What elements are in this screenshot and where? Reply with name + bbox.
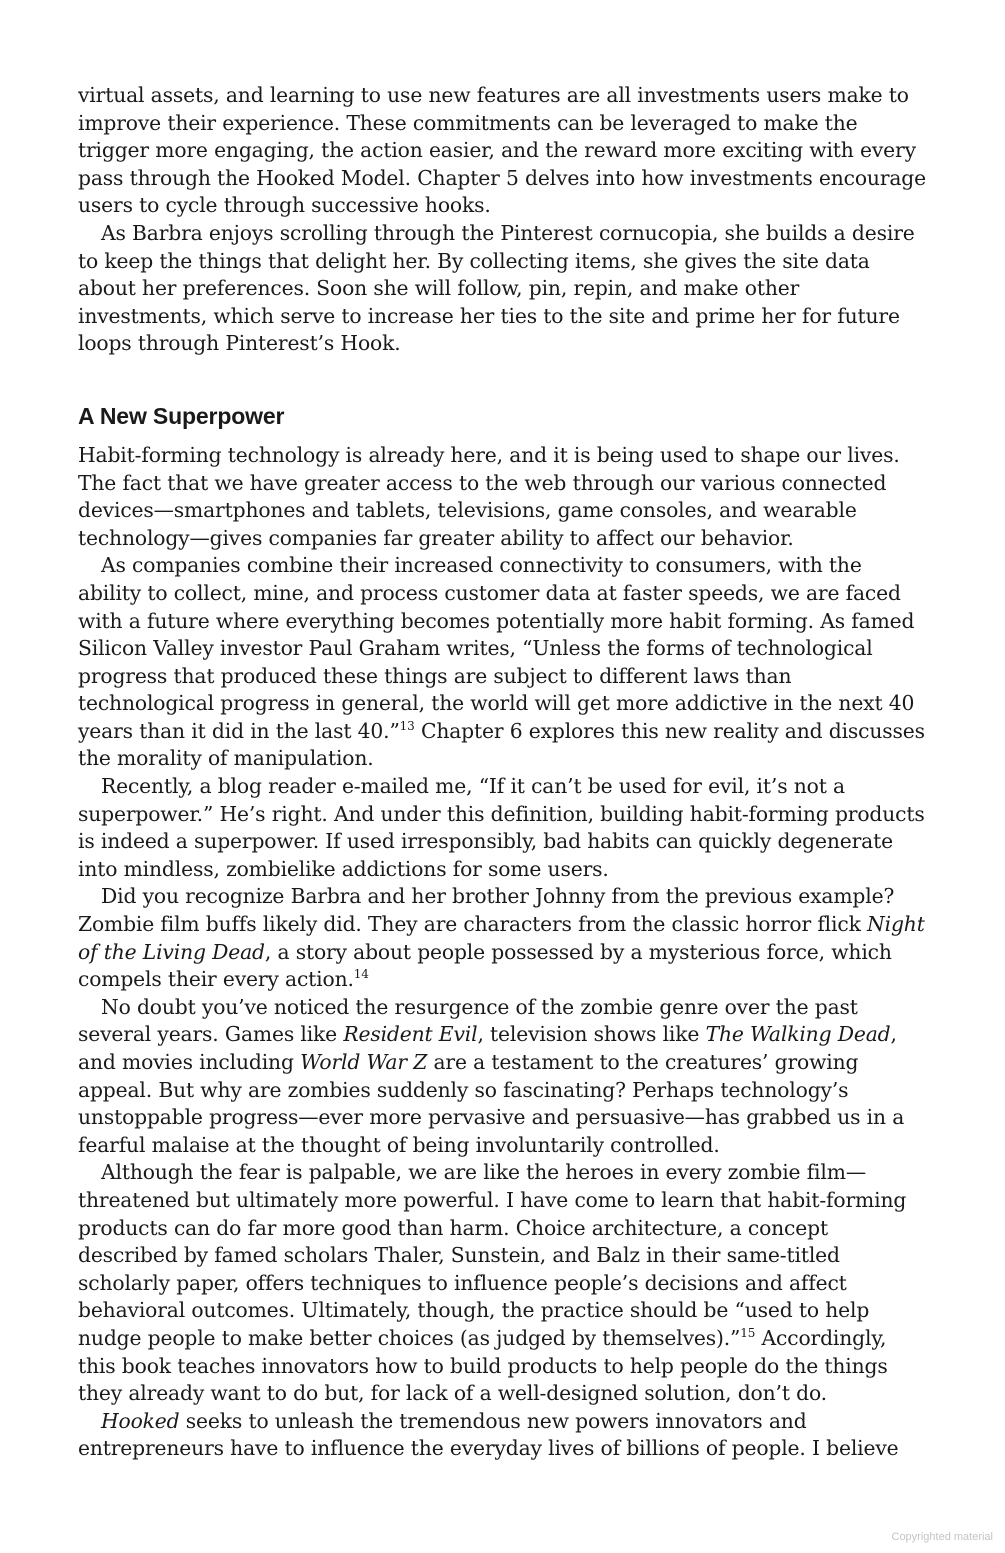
footnote-ref-13: 13	[399, 719, 415, 734]
paragraph-text: Although the fear is palpable, we are like the heroes in every zombie film—threatened but ultimately more powerful. I have come to learn that habit-forming products can do far more good than harm. Choice architecture, a concept described by famed scholars Thaler, Sunstein, and Balz in their same-titled scholarly paper, offers techniques to influence people’s decisions and affect behavioral outcomes. Ultimately, though, the practice should be “used to help nudge people to make better choices (as judged by themselves).”	[78, 1160, 907, 1350]
footnote-ref-14: 14	[353, 967, 369, 982]
paragraph-text: , a story about people possessed by a mysterious force, which compels their every action.	[78, 939, 892, 992]
paragraph-text: , television shows like	[477, 1022, 706, 1047]
section-heading: A New Superpower	[78, 402, 285, 429]
paragraph-text: As companies combine their increased connectivity to consumers, with the ability to collect, mine, and process customer data at faster speeds, we are faced with a future where everything becomes potentially more habit forming. As famed Silicon Valley investor Paul Graham writes, “Unless the forms of technological progress that produced these things are subject to different laws than technological progress in general, the world will get more addictive in the next 40 years than it did in the last 40.”	[78, 553, 915, 743]
page-body	[78, 82, 930, 1463]
footnote-ref-15: 15	[740, 1326, 756, 1341]
paragraph-text: Chapter 6 explores this new reality and discusses the morality of manipulation.	[78, 718, 925, 771]
movie-title: World War Z	[300, 1050, 428, 1074]
show-title: The Walking Dead	[705, 1022, 891, 1047]
paragraph-text: Accordingly, this book teaches innovators how to build products to help people do the things they already want to do but, for lack of a well-designed solution, don’t do.	[78, 1325, 888, 1406]
paragraph-superpower: Recently, a blog reader e-mailed me, “If it can’t be used for evil, it’s not a superpower.” He’s right. And under this definition, building habit-forming products is indeed a superpower. If used irresponsibly, bad habits can quickly degenerate into mindless, zombielike addictions for some users.	[78, 774, 925, 881]
paragraph-intro-1: virtual assets, and learning to use new features are all investments users make to improve their experience. These commitments can be leveraged to make the trigger more engaging, the action easier, and the reward more exciting with every pass through the Hooked Model. Chapter 5 delves into how investments encourage users to cycle through successive hooks.	[78, 83, 926, 218]
paragraph-intro-2: As Barbra enjoys scrolling through the Pinterest cornucopia, she builds a desire to keep the things that delight her. By collecting items, she gives the site data about her preferences. Soon she will follow, pin, repin, and make other investments, which serve to increase her ties to the site and prime her for future loops through Pinterest’s Hook.	[78, 220, 915, 356]
paragraph-text: No doubt you’ve noticed the resurgence of the zombie genre over the past several years. Games like	[78, 994, 858, 1047]
film-title: Night of the Living Dead	[78, 912, 925, 964]
paragraph-hooked	[78, 1408, 930, 1463]
paragraph-text: seeks to unleash the tremendous new powers innovators and entrepreneurs have to influence the everyday lives of billions of people. I believe	[78, 1408, 899, 1461]
paragraph-text: Did you recognize Barbra and her brother Johnny from the previous example? Zombie film buffs likely did. They are characters from the classic horror flick	[78, 884, 895, 937]
paragraph-zombie-film	[78, 883, 930, 993]
game-title: Resident Evil	[343, 1022, 478, 1047]
paragraph-habit-forming: Habit-forming technology is already here, and it is being used to shape our lives. The fact that we have greater access to the web through our various connected devices—smartphones and tablets, televisions, game consoles, and wearable technology—gives companies far greater ability to affect our behavior.	[78, 442, 900, 550]
paragraph-text: , and movies including	[78, 1022, 897, 1074]
paragraph-zombie-genre	[78, 994, 930, 1160]
paragraph-text: are a testament to the creatures’ growing appeal. But why are zombies suddenly so fascinating? Perhaps technology’s unstoppable progress—ever more pervasive and persuasive—has grabbed us in a fearful malaise at the thought of being involuntarily controlled.	[78, 1050, 905, 1157]
book-title: Hooked	[101, 1408, 180, 1433]
paragraph-connectivity	[78, 552, 930, 773]
paragraph-choice-architecture	[78, 1159, 930, 1407]
copyright-watermark: Copyrighted material	[891, 1531, 993, 1543]
